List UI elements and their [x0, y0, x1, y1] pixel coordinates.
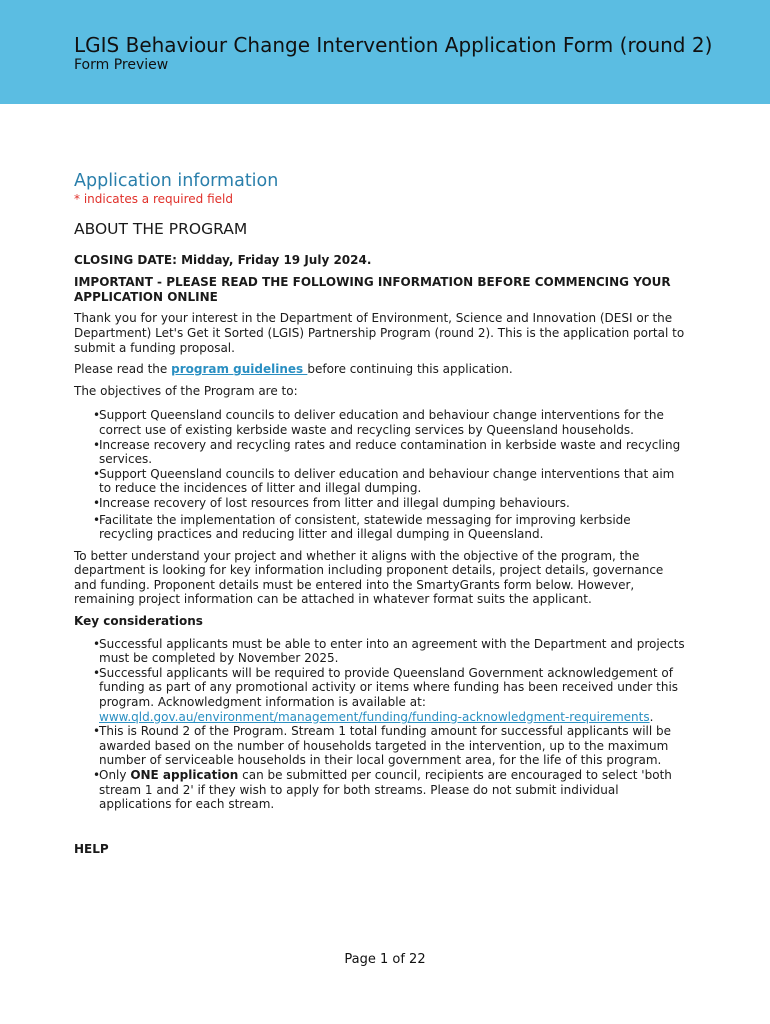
important-notice: IMPORTANT - PLEASE READ THE FOLLOWING INFORMATION BEFORE COMMENCING YOUR APPLICATION ONLINE: [74, 275, 671, 304]
form-content: [74, 170, 686, 856]
one-application-emphasis: ONE application: [130, 768, 239, 782]
form-subtitle: Form Preview: [74, 57, 169, 73]
bullet-icon: •: [93, 495, 101, 510]
list-item: • Increase recovery and recycling rates and reduce contamination in kerbside waste and recycling services.: [93, 437, 681, 467]
understand-paragraph: To better understand your project and whether it aligns with the objective of the program, the department is looking for key information including proponent details, project details, governance and funding. Proponent details must be entered into the SmartyGrants form below. However, remaining project information can be attached in whatever format suits the applicant.: [74, 548, 664, 607]
list-item: • Facilitate the implementation of consistent, statewide messaging for improving kerbside recycling practices and reducing litter and illegal dumping in Queensland.: [93, 512, 631, 542]
bullet-icon: •: [93, 665, 101, 680]
guidelines-paragraph: [74, 362, 686, 377]
bullet-icon: •: [93, 408, 101, 423]
objectives-list: [74, 408, 686, 541]
bullet-icon: •: [93, 636, 101, 651]
bullet-icon: •: [93, 437, 101, 452]
bullet-icon: •: [93, 466, 101, 481]
closing-date: CLOSING DATE: Midday, Friday 19 July 2024.: [74, 252, 372, 267]
required-note: * indicates a required field: [74, 192, 233, 206]
list-item: • Successful applicants will be required to provide Queensland Government acknowledgement of funding as part of any promotional activity or items where funding has been received under this program. Acknowledgment information is available at: www.qld.gov.au/environment/management/funding/funding-acknowledgment-requirements.: [93, 665, 679, 724]
program-heading: ABOUT THE PROGRAM: [74, 219, 248, 238]
bullet-icon: •: [93, 768, 101, 782]
objectives-intro: The objectives of the Program are to:: [74, 383, 298, 398]
list-item: • Increase recovery of lost resources from litter and illegal dumping behaviours.: [93, 495, 570, 510]
key-considerations-heading: Key considerations: [74, 614, 203, 629]
page-number: Page 1 of 22: [344, 952, 426, 967]
list-item: • This is Round 2 of the Program. Stream 1 total funding amount for successful applicants will be awarded based on the number of households targeted in the intervention, up to the maximum number of serviceable households in their local government area, for the life of this program.: [93, 724, 672, 768]
form-title: LGIS Behaviour Change Intervention Application Form (round 2): [74, 33, 713, 57]
help-heading: HELP: [74, 841, 109, 856]
list-item: • Only ONE application can be submitted per council, recipients are encouraged to select 'both stream 1 and 2' if they wish to apply for both streams. Please do not submit individual applications for each stream.: [93, 768, 672, 812]
bullet-icon: •: [93, 512, 101, 527]
list-item: • Support Queensland councils to deliver education and behaviour change interventions that aim to reduce the incidences of litter and illegal dumping.: [93, 466, 675, 496]
list-item: • Support Queensland councils to deliver education and behaviour change interventions for the correct use of existing kerbside waste and recycling services by Queensland households.: [93, 408, 664, 437]
guidelines-post: before continuing this application.: [307, 362, 513, 377]
bullet-icon: •: [93, 724, 101, 739]
funding-acknowledgment-link[interactable]: www.qld.gov.au/environment/management/funding/funding-acknowledgment-requirements: [99, 709, 650, 724]
header-banner: [0, 0, 770, 104]
list-item: • Successful applicants must be able to enter into an agreement with the Department and projects must be completed by November 2025.: [93, 636, 685, 666]
key-considerations-list: [74, 637, 686, 812]
thanks-paragraph: Thank you for your interest in the Department of Environment, Science and Innovation (DESI or the Department) Let's Get it Sorted (LGIS) Partnership Program (round 2). This is the application portal to submit a funding proposal.: [74, 311, 685, 355]
program-guidelines-link[interactable]: program guidelines: [171, 362, 308, 377]
guidelines-pre: Please read the: [74, 362, 172, 377]
section-title: Application information: [74, 171, 279, 191]
